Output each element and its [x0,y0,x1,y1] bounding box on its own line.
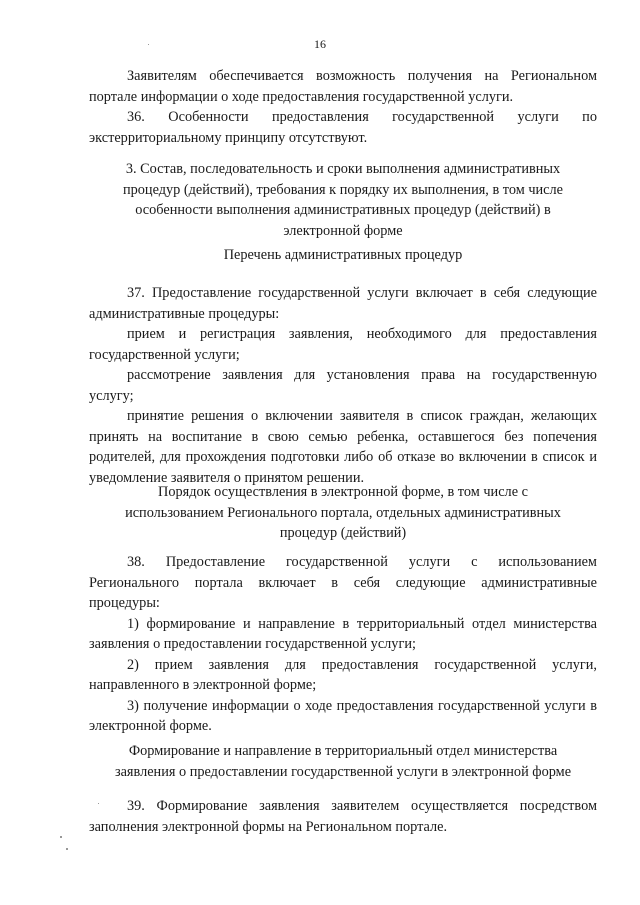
intro-block [89,66,597,148]
paragraph-37: 37. Предоставление государственной услуги включает в себя следующие административные процедуры: [89,285,597,322]
paragraph-38: 38. Предоставление государственной услуги с использованием Регионального портала включает в себя следующие административные процедуры: [89,554,597,611]
forming-heading: Формирование и направление в территориальный отдел министерства заявления о предоставлении государственной услуги в электронной форме [114,743,572,780]
paragraph-39: 39. Формирование заявления заявителем осуществляется посредством заполнения электронной формы на Региональном портале. [89,798,597,835]
paragraph-37-block [89,283,597,488]
list-item: рассмотрение заявления для установления права на государственную услугу; [89,367,597,404]
list-item: 1) формирование и направление в территориальный отдел министерства заявления о предоставлении государственной услуги; [89,615,597,652]
list-item: прием и регистрация заявления, необходимого для предоставления государственной услуги; [89,326,597,363]
forming-heading-block [100,741,586,782]
page-number: 16 [314,37,326,51]
procedures-subheading: Перечень административных процедур [223,247,463,263]
list-item: 3) получение информации о ходе предоставления государственной услуги в электронной форме. [89,697,597,734]
procedures-subheading-block [89,245,597,266]
electronic-heading: Порядок осуществления в электронной форме, в том числе с использованием Регионального портала, отдельных административных процедур (действий) [125,484,561,541]
paragraph-39-block [89,796,597,837]
paragraph-portal-info: Заявителям обеспечивается возможность получения на Региональном портале информации о ходе предоставления государственной услуги. [89,68,597,105]
paragraph-36: 36. Особенности предоставления государственной услуги по экстерриториальному принципу отсутствуют. [89,109,597,146]
list-item: принятие решения о включении заявителя в список граждан, желающих принять на воспитание в свою семью ребенка, оставшегося без попечения родителей, для прохождения подготовки либо об отказе во включении в список и уведомление заявителя о принятом решении. [89,408,597,486]
section3-heading-block [104,159,582,241]
electronic-heading-block [124,482,562,544]
section3-heading: 3. Состав, последовательность и сроки выполнения административных процедур (действий), требования к порядку их выполнения, в том числе особенности выполнения административных процедур (действий) в электронной форме [122,161,564,239]
paragraph-38-block [89,552,597,737]
list-item: 2) прием заявления для предоставления государственной услуги, направленного в электронной форме; [89,656,597,693]
